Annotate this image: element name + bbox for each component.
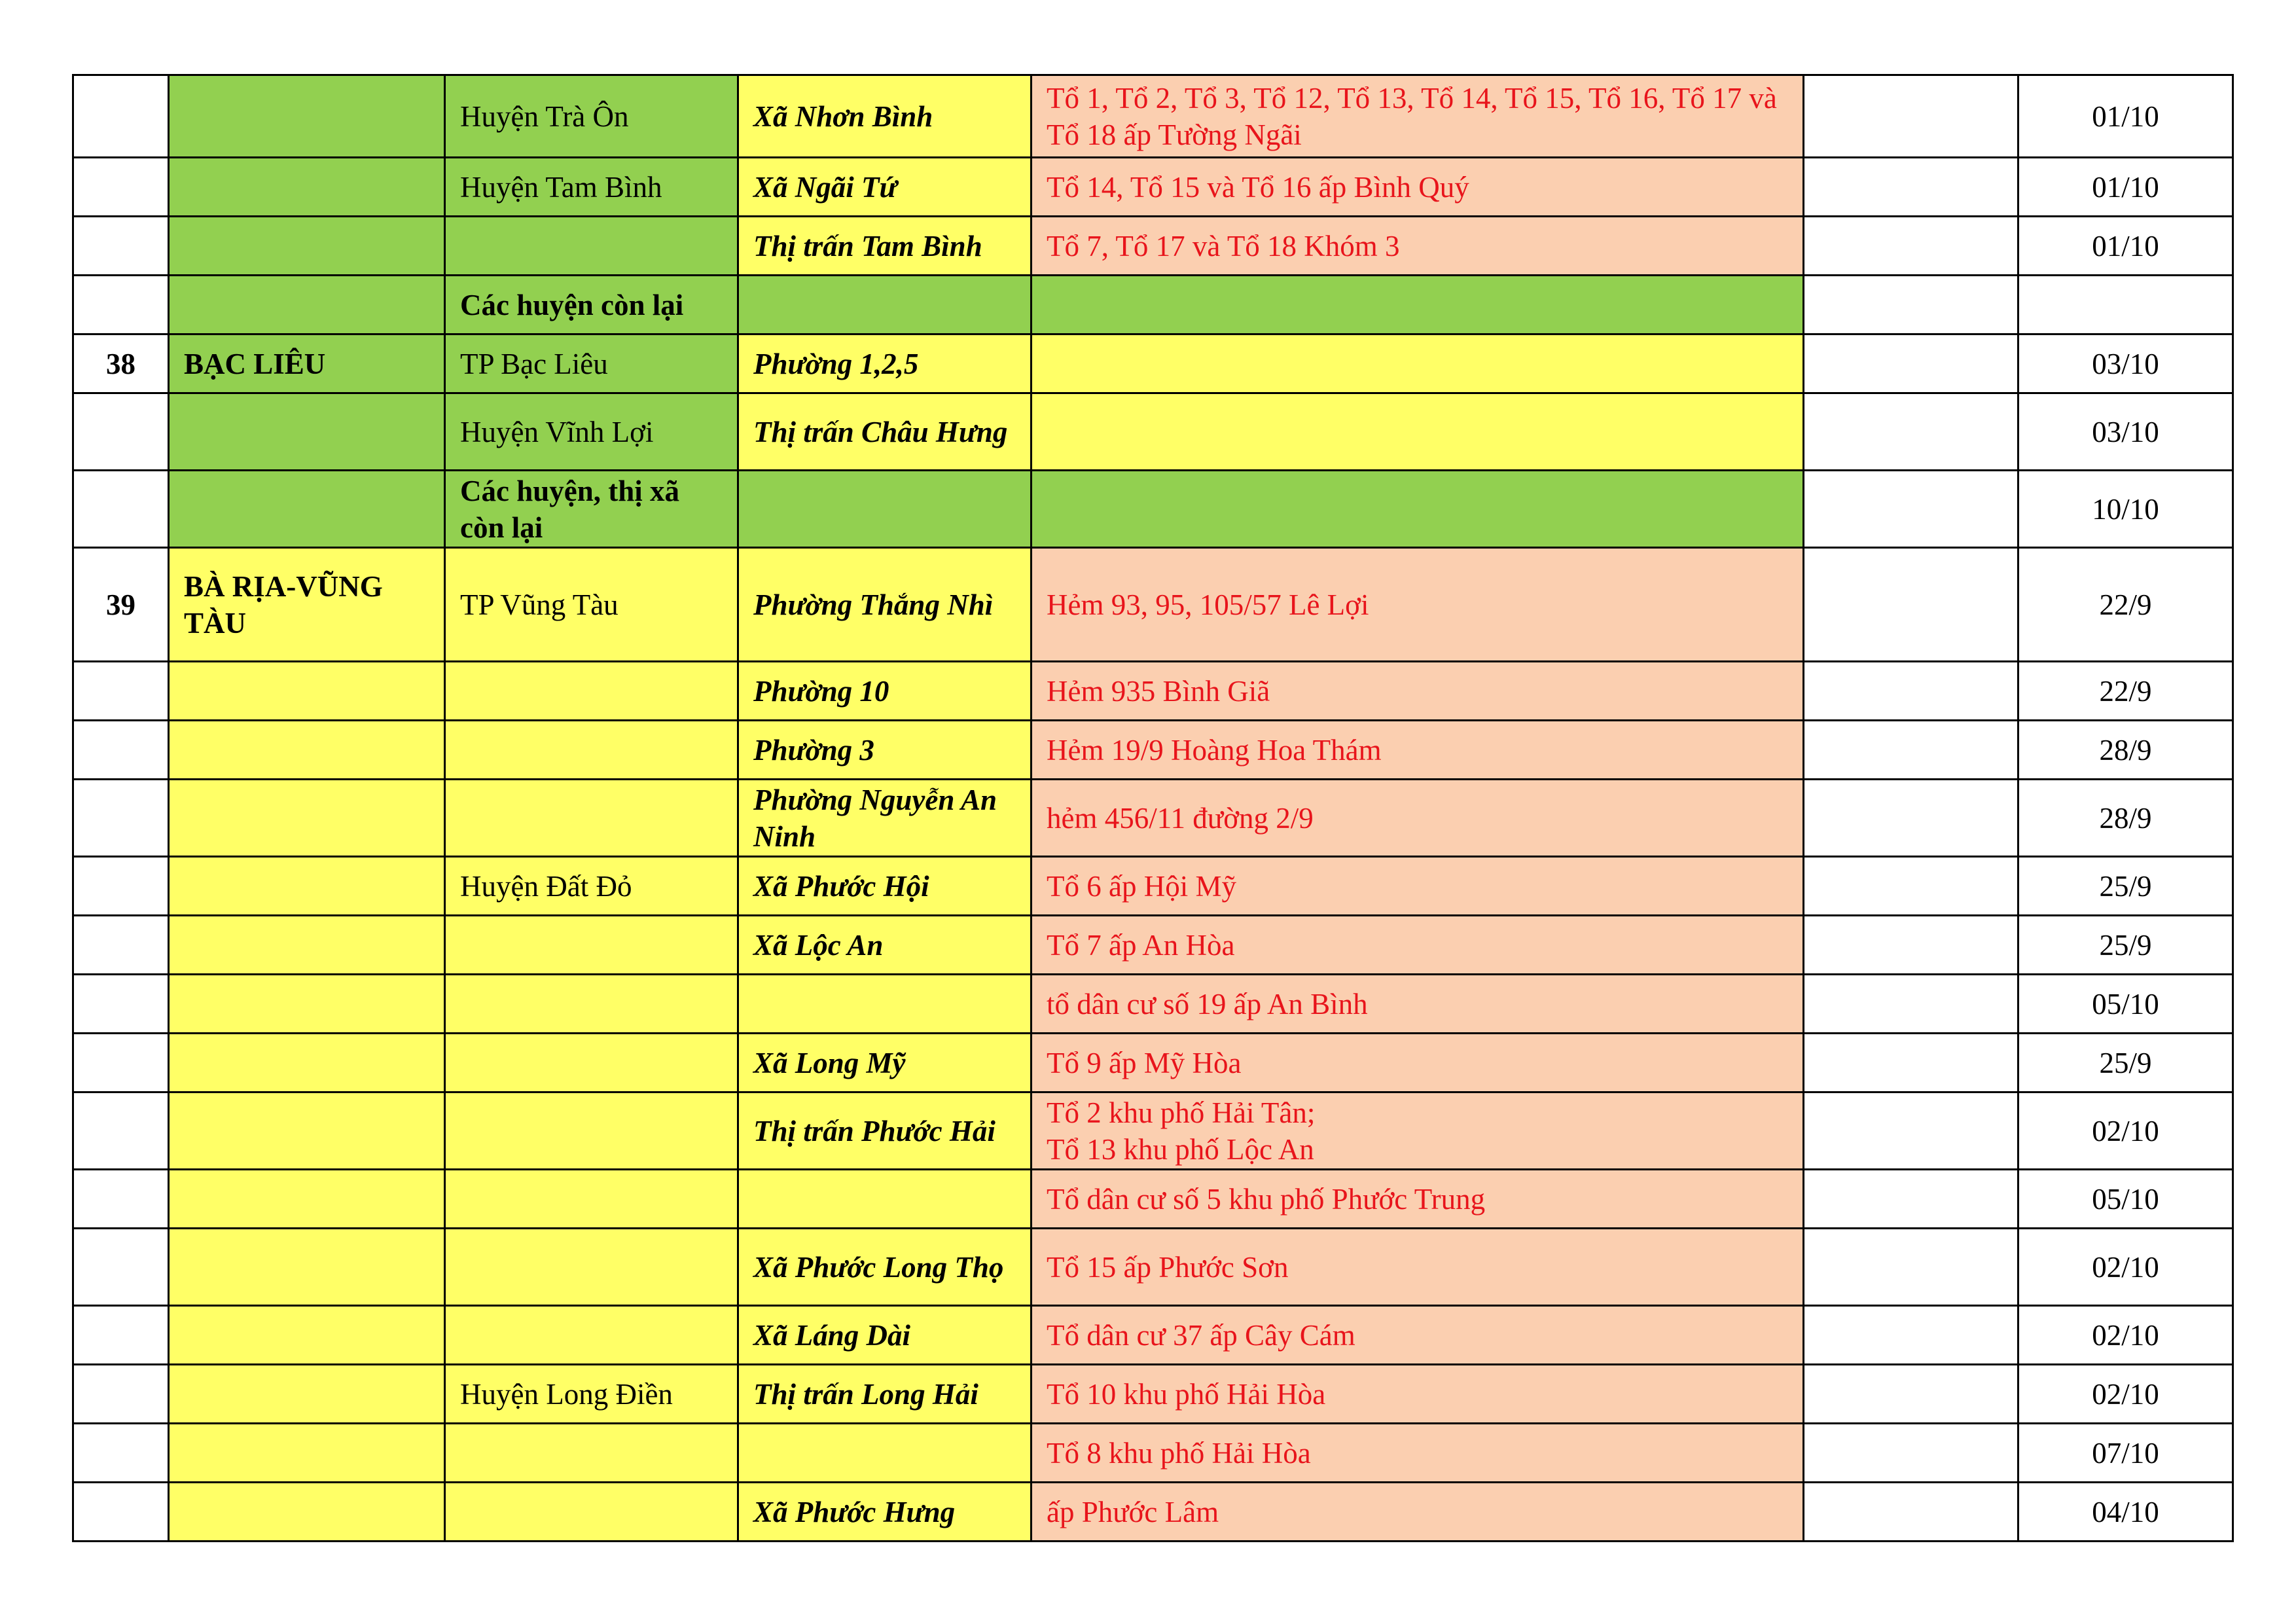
table-row <box>73 276 2233 334</box>
table-row <box>73 158 2233 217</box>
date-cell: 02/10 <box>2018 1092 2233 1170</box>
district-cell: Huyện Trà Ôn <box>445 75 738 158</box>
ward-cell <box>738 975 1031 1034</box>
table-row <box>73 1092 2233 1170</box>
stt-cell: 38 <box>73 334 169 393</box>
province-cell: BẠC LIÊU <box>169 334 445 393</box>
stt-cell <box>73 1424 169 1483</box>
district-cell <box>445 662 738 721</box>
table-row <box>73 1306 2233 1365</box>
date-cell: 02/10 <box>2018 1229 2233 1306</box>
district-cell: Huyện Long Điền <box>445 1365 738 1424</box>
district-cell <box>445 780 738 857</box>
province-cell <box>169 1034 445 1092</box>
stt-cell <box>73 471 169 548</box>
ward-cell: Xã Ngãi Tứ <box>738 158 1031 217</box>
district-cell <box>445 1424 738 1483</box>
district-cell: Các huyện, thị xã còn lại <box>445 471 738 548</box>
stt-cell <box>73 1229 169 1306</box>
table-row <box>73 548 2233 662</box>
table-row <box>73 393 2233 471</box>
date-cell: 28/9 <box>2018 780 2233 857</box>
area-cell: Tổ 1, Tổ 2, Tổ 3, Tổ 12, Tổ 13, Tổ 14, Tổ 15, Tổ 16, Tổ 17 và Tổ 18 ấp Tường Ngãi <box>1031 75 1804 158</box>
date-cell: 03/10 <box>2018 393 2233 471</box>
date-cell: 22/9 <box>2018 662 2233 721</box>
stt-cell <box>73 276 169 334</box>
note-cell <box>1804 75 2018 158</box>
note-cell <box>1804 334 2018 393</box>
table-row <box>73 1424 2233 1483</box>
table-row <box>73 780 2233 857</box>
area-cell <box>1031 334 1804 393</box>
date-cell: 07/10 <box>2018 1424 2233 1483</box>
ward-cell <box>738 1424 1031 1483</box>
ward-cell: Phường 3 <box>738 721 1031 780</box>
stt-cell <box>73 857 169 916</box>
stt-cell <box>73 916 169 975</box>
date-cell: 25/9 <box>2018 916 2233 975</box>
table-row <box>73 857 2233 916</box>
ward-cell: Phường 1,2,5 <box>738 334 1031 393</box>
province-cell: BÀ RỊA-VŨNG TÀU <box>169 548 445 662</box>
area-cell: Tổ 7, Tổ 17 và Tổ 18 Khóm 3 <box>1031 217 1804 276</box>
note-cell <box>1804 1424 2018 1483</box>
table-row <box>73 75 2233 158</box>
ward-cell: Thị trấn Long Hải <box>738 1365 1031 1424</box>
date-cell: 22/9 <box>2018 548 2233 662</box>
date-cell: 28/9 <box>2018 721 2233 780</box>
province-cell <box>169 916 445 975</box>
district-cell <box>445 1034 738 1092</box>
note-cell <box>1804 1170 2018 1229</box>
district-cell <box>445 1092 738 1170</box>
province-cell <box>169 1229 445 1306</box>
note-cell <box>1804 721 2018 780</box>
province-cell <box>169 1365 445 1424</box>
ward-cell: Xã Lộc An <box>738 916 1031 975</box>
ward-cell: Phường Nguyễn An Ninh <box>738 780 1031 857</box>
ward-cell: Thị trấn Phước Hải <box>738 1092 1031 1170</box>
table-row <box>73 471 2233 548</box>
table-row <box>73 975 2233 1034</box>
ward-cell: Xã Phước Long Thọ <box>738 1229 1031 1306</box>
table-row <box>73 217 2233 276</box>
district-cell: TP Bạc Liêu <box>445 334 738 393</box>
date-cell: 02/10 <box>2018 1365 2233 1424</box>
district-cell: Các huyện còn lại <box>445 276 738 334</box>
table-row <box>73 721 2233 780</box>
area-cell: Tổ 14, Tổ 15 và Tổ 16 ấp Bình Quý <box>1031 158 1804 217</box>
area-cell: Tổ dân cư số 5 khu phố Phước Trung <box>1031 1170 1804 1229</box>
note-cell <box>1804 1306 2018 1365</box>
district-cell <box>445 975 738 1034</box>
date-cell: 25/9 <box>2018 857 2233 916</box>
district-cell <box>445 217 738 276</box>
table-row <box>73 662 2233 721</box>
table-row <box>73 1170 2233 1229</box>
stt-cell <box>73 158 169 217</box>
stt-cell: 39 <box>73 548 169 662</box>
note-cell <box>1804 975 2018 1034</box>
province-cell <box>169 780 445 857</box>
note-cell <box>1804 857 2018 916</box>
province-cell <box>169 662 445 721</box>
province-cell <box>169 1306 445 1365</box>
district-cell <box>445 1483 738 1542</box>
stt-cell <box>73 662 169 721</box>
note-cell <box>1804 1483 2018 1542</box>
area-cell: Tổ 6 ấp Hội Mỹ <box>1031 857 1804 916</box>
area-cell: Tổ dân cư 37 ấp Cây Cám <box>1031 1306 1804 1365</box>
area-cell: Hẻm 935 Bình Giã <box>1031 662 1804 721</box>
table-row <box>73 1229 2233 1306</box>
stt-cell <box>73 1034 169 1092</box>
district-cell: Huyện Vĩnh Lợi <box>445 393 738 471</box>
date-cell: 03/10 <box>2018 334 2233 393</box>
ward-cell <box>738 276 1031 334</box>
province-cell <box>169 1424 445 1483</box>
stt-cell <box>73 975 169 1034</box>
district-cell: Huyện Đất Đỏ <box>445 857 738 916</box>
ward-cell: Xã Láng Dài <box>738 1306 1031 1365</box>
note-cell <box>1804 1092 2018 1170</box>
province-cell <box>169 217 445 276</box>
date-cell: 10/10 <box>2018 471 2233 548</box>
area-cell: tổ dân cư số 19 ấp An Bình <box>1031 975 1804 1034</box>
date-cell: 01/10 <box>2018 158 2233 217</box>
district-cell <box>445 1229 738 1306</box>
area-cell <box>1031 471 1804 548</box>
stt-cell <box>73 393 169 471</box>
area-cell: Hẻm 93, 95, 105/57 Lê Lợi <box>1031 548 1804 662</box>
table-row <box>73 1483 2233 1542</box>
area-cell: ấp Phước Lâm <box>1031 1483 1804 1542</box>
note-cell <box>1804 393 2018 471</box>
date-cell: 01/10 <box>2018 75 2233 158</box>
province-cell <box>169 721 445 780</box>
stt-cell <box>73 1306 169 1365</box>
date-cell: 02/10 <box>2018 1306 2233 1365</box>
table-row <box>73 1365 2233 1424</box>
province-cell <box>169 1092 445 1170</box>
date-cell <box>2018 276 2233 334</box>
area-cell <box>1031 393 1804 471</box>
district-cell: TP Vũng Tàu <box>445 548 738 662</box>
area-cell <box>1031 276 1804 334</box>
stt-cell <box>73 1170 169 1229</box>
area-cell: Tổ 10 khu phố Hải Hòa <box>1031 1365 1804 1424</box>
district-cell: Huyện Tam Bình <box>445 158 738 217</box>
ward-cell <box>738 1170 1031 1229</box>
stt-cell <box>73 721 169 780</box>
ward-cell: Xã Long Mỹ <box>738 1034 1031 1092</box>
province-cell <box>169 393 445 471</box>
note-cell <box>1804 217 2018 276</box>
date-cell: 05/10 <box>2018 1170 2233 1229</box>
note-cell <box>1804 548 2018 662</box>
area-cell: Tổ 8 khu phố Hải Hòa <box>1031 1424 1804 1483</box>
date-cell: 01/10 <box>2018 217 2233 276</box>
table-row <box>73 1034 2233 1092</box>
note-cell <box>1804 276 2018 334</box>
area-cell: Tổ 15 ấp Phước Sơn <box>1031 1229 1804 1306</box>
note-cell <box>1804 1229 2018 1306</box>
ward-cell <box>738 471 1031 548</box>
district-cell <box>445 1306 738 1365</box>
province-cell <box>169 1170 445 1229</box>
province-cell <box>169 1483 445 1542</box>
note-cell <box>1804 916 2018 975</box>
area-cell: hẻm 456/11 đường 2/9 <box>1031 780 1804 857</box>
stt-cell <box>73 780 169 857</box>
table-row <box>73 916 2233 975</box>
ward-cell: Thị trấn Châu Hưng <box>738 393 1031 471</box>
note-cell <box>1804 780 2018 857</box>
ward-cell: Xã Phước Hưng <box>738 1483 1031 1542</box>
district-cell <box>445 721 738 780</box>
ward-cell: Xã Nhơn Bình <box>738 75 1031 158</box>
coverage-table <box>72 74 2234 1542</box>
note-cell <box>1804 1365 2018 1424</box>
stt-cell <box>73 1092 169 1170</box>
province-cell <box>169 75 445 158</box>
note-cell <box>1804 662 2018 721</box>
ward-cell: Phường Thắng Nhì <box>738 548 1031 662</box>
table-row <box>73 334 2233 393</box>
district-cell <box>445 916 738 975</box>
province-cell <box>169 276 445 334</box>
note-cell <box>1804 471 2018 548</box>
stt-cell <box>73 75 169 158</box>
area-cell: Tổ 2 khu phố Hải Tân; Tổ 13 khu phố Lộc An <box>1031 1092 1804 1170</box>
province-cell <box>169 471 445 548</box>
ward-cell: Thị trấn Tam Bình <box>738 217 1031 276</box>
date-cell: 25/9 <box>2018 1034 2233 1092</box>
stt-cell <box>73 1365 169 1424</box>
ward-cell: Xã Phước Hội <box>738 857 1031 916</box>
note-cell <box>1804 1034 2018 1092</box>
area-cell: Tổ 7 ấp An Hòa <box>1031 916 1804 975</box>
province-cell <box>169 158 445 217</box>
date-cell: 04/10 <box>2018 1483 2233 1542</box>
area-cell: Hẻm 19/9 Hoàng Hoa Thám <box>1031 721 1804 780</box>
area-cell: Tổ 9 ấp Mỹ Hòa <box>1031 1034 1804 1092</box>
note-cell <box>1804 158 2018 217</box>
district-cell <box>445 1170 738 1229</box>
date-cell: 05/10 <box>2018 975 2233 1034</box>
province-cell <box>169 857 445 916</box>
stt-cell <box>73 217 169 276</box>
stt-cell <box>73 1483 169 1542</box>
province-cell <box>169 975 445 1034</box>
ward-cell: Phường 10 <box>738 662 1031 721</box>
